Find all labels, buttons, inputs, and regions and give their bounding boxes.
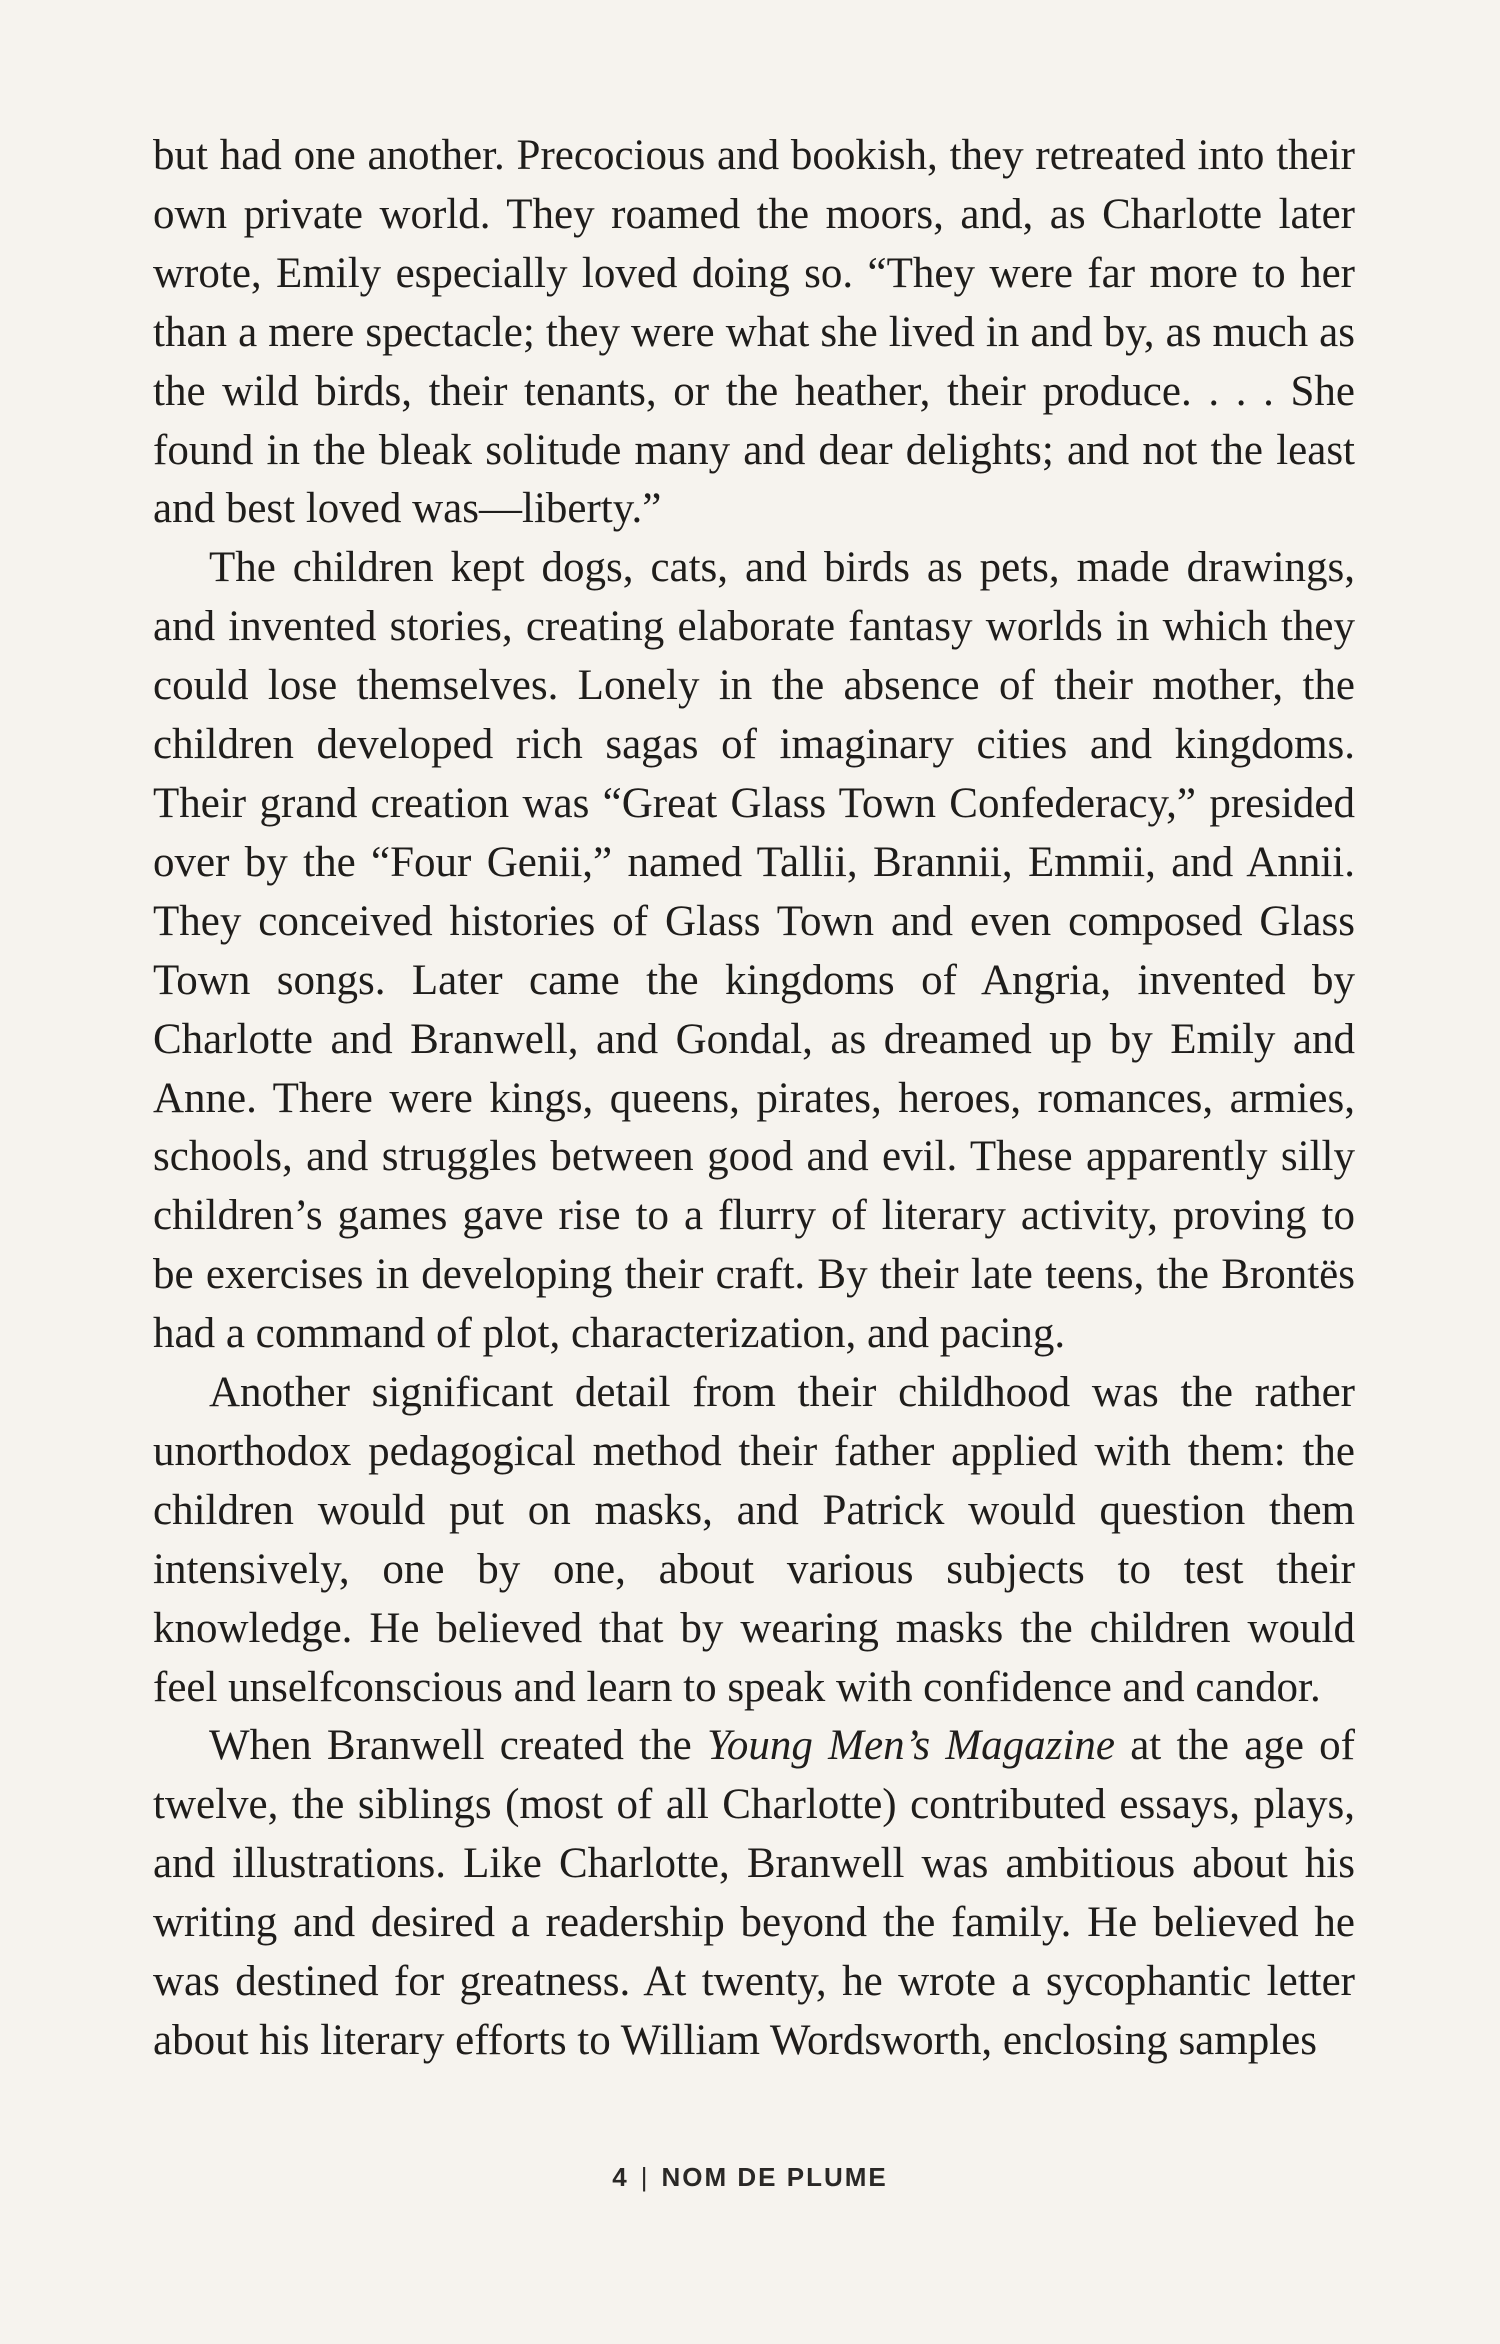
body-text (153, 127, 1355, 2071)
running-title: NOM DE PLUME (661, 2162, 888, 2192)
paragraph-4-before: When Branwell created the (209, 1722, 707, 1770)
page-footer (0, 2162, 1500, 2193)
paragraph-3: Another significant detail from their childhood was the rather unorthodox pedagogical method their father applied with them: the children would put on masks, and Patrick would question them intensively, one by one, about various subjects to test their knowledge. He believed that by wearing masks the children would feel unselfconscious and learn to speak with confidence and candor. (153, 1369, 1355, 1711)
footer-separator: | (640, 2162, 650, 2192)
paragraph-1: but had one another. Precocious and bookish, they retreated into their own private world. They roamed the moors, and, as Charlotte later wrote, Emily especially loved doing so. “They were far more to her than a mere spectacle; they were what she lived in and by, as much as the wild birds, their tenants, or the heather, their produce. . . . She found in the bleak solitude many and dear delights; and not the least and best loved was—liberty.” (153, 132, 1355, 533)
magazine-title: Young Men’s Magazine (706, 1722, 1115, 1770)
page-number: 4 (612, 2162, 629, 2192)
paragraph-2: The children kept dogs, cats, and birds as pets, made drawings, and invented stories, creating elaborate fantasy worlds in which they could lose themselves. Lonely in the absence of their mother, the children developed rich sagas of imaginary cities and kingdoms. Their grand creation was “Great Glass Town Confederacy,” presided over by the “Four Genii,” named Tallii, Brannii, Emmii, and Annii. They conceived histories of Glass Town and even composed Glass Town songs. Later came the kingdoms of Angria, invented by Charlotte and Branwell, and Gondal, as dreamed up by Emily and Anne. There were kings, queens, pirates, heroes, romances, armies, schools, and struggles between good and evil. These apparently silly children’s games gave rise to a flurry of literary activity, proving to be exercises in developing their craft. By their late teens, the Brontës had a command of plot, characterization, and pacing. (153, 544, 1355, 1358)
paragraph-4-after: at the age of twelve, the siblings (most of all Charlotte) contributed essays, plays, and illustrations. Like Charlotte, Branwell was ambitious about his writing and desired a readership beyond the family. He believed he was destined for greatness. At twenty, he wrote a sycophantic letter about his literary efforts to William Wordsworth, enclosing samples (153, 1722, 1356, 2064)
paragraph-4 (153, 1717, 1355, 2070)
